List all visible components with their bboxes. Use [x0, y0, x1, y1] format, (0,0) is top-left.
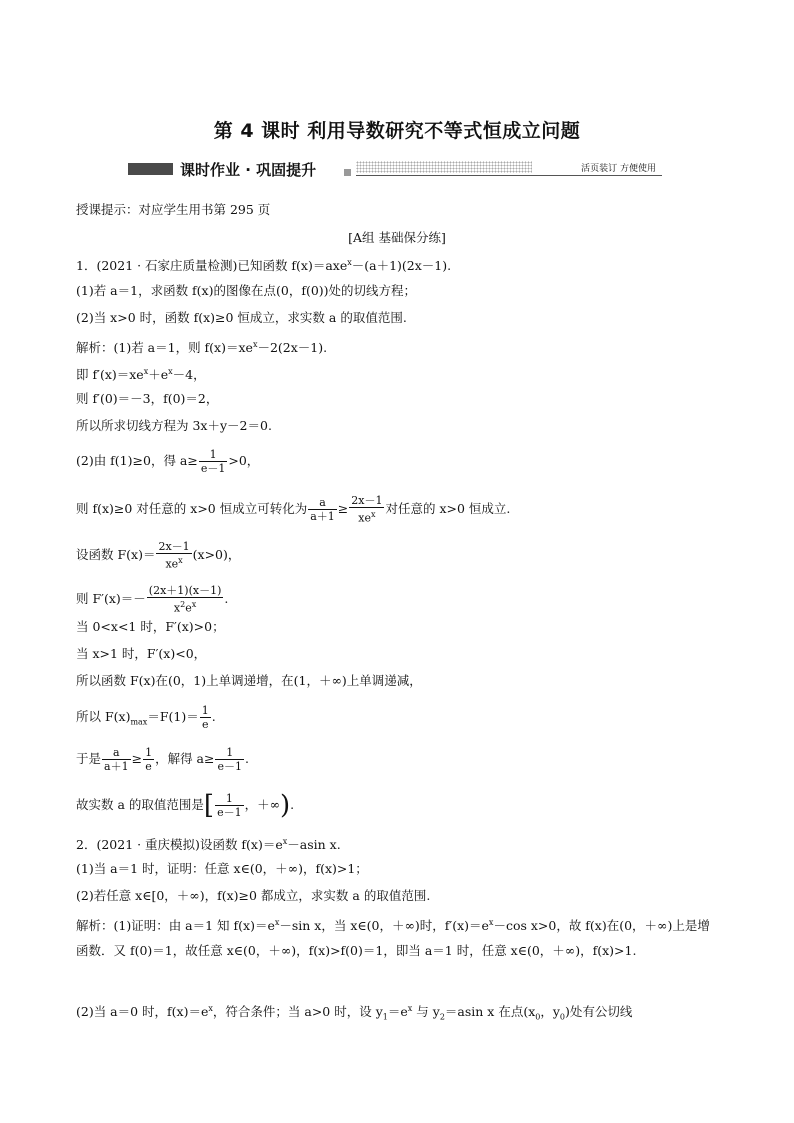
- fraction: $\frac{1}{e-1}$: [217, 792, 242, 819]
- teaching-hint: 授课提示：对应学生用书第 295 页: [76, 202, 271, 217]
- page-title: 第 4 课时 利用导数研究不等式恒成立问题: [213, 120, 581, 142]
- group-heading: [A组 基础保分练]: [348, 230, 446, 245]
- problem-1-stem: 1．(2021 · 石家庄质量检测)已知函数 f(x)＝axe$^x$－(a＋1)(2x－1).: [76, 258, 452, 274]
- fraction: $\frac{a}{a+1}$: [104, 746, 129, 773]
- solution-line: (2)当 a＝0 时，$f(x)=e^x$，符合条件；当 a>0 时，设 $y_1=e^x$ 与 $y_2=asin$ x 在点($x_0$，$y_0$)处有公切线: [76, 1004, 633, 1022]
- solution-line: 即 $f'(x)=xe^x+e^x-4$，: [76, 367, 206, 383]
- solution-line: 所以所求切线方程为 3x＋y－2＝0.: [76, 418, 272, 433]
- solution-line: 所以 $F(x)_{max}=F(1)=$ $\frac{1}{e}$ .: [76, 704, 216, 731]
- fraction: $\frac{2x-1}{xe^x}$: [351, 494, 383, 525]
- banner-dot-pattern: [356, 161, 532, 173]
- solution-line: 解析：(1)若 a＝1，则 $f(x)=xe^x-2(2x-1)$.: [76, 340, 328, 356]
- banner-rule: [356, 175, 662, 176]
- solution-line: 当 x>1 时，F′(x)<0，: [76, 646, 207, 661]
- solution-line: (2)由 f(1)≥0，得 a≥ $\frac{1}{e-1}$ >0，: [76, 448, 260, 475]
- solution-line: 设函数 F(x)＝ $\frac{2x-1}{xe^x}$ (x>0)，: [76, 540, 241, 571]
- solution-line: 则 F′(x)＝－ $\frac{(2x+1)(x-1)}{x^2e^x}$ .: [76, 584, 229, 615]
- solution-line: 则 f′(0)＝－3，f(0)＝2，: [76, 391, 219, 406]
- solution-paragraph: 解析：(1)证明：由 a＝1 知 $f(x)=e^x-\sin$ x，当 x∈(0，＋∞)时，$f'(x)=e^x-\cos$ x>0，故 f(x)在(0，＋∞)上是增函数．又 f(0)＝1，故任意 x∈(0，＋∞)，f(x)>f(0)＝1，即当 a＝1 时，任意 x∈(0，＋∞)，f(x)>1.: [76, 918, 710, 959]
- problem-2-stem: 2．(2021 · 重庆模拟)设函数 $f(x)=e^x-asin$ x.: [76, 837, 341, 853]
- fraction: $\frac{a}{a+1}$: [310, 495, 335, 523]
- problem-2-question-2: (2)若任意 x∈[0，＋∞)，f(x)≥0 都成立，求实数 a 的取值范围.: [76, 888, 431, 903]
- solution-line: 则 f(x)≥0 对任意的 x>0 恒成立可转化为 $\frac{a}{a+1}$ ≥ $\frac{2x-1}{xe^x}$ 对任意的 x>0 恒成立.: [76, 494, 511, 525]
- problem-1-question-2: (2)当 x>0 时，函数 f(x)≥0 恒成立，求实数 a 的取值范围.: [76, 310, 407, 325]
- solution-line: 故实数 a 的取值范围是[ $\frac{1}{e-1}$ ，＋∞).: [76, 790, 295, 821]
- banner-block: [128, 163, 173, 175]
- problem-1-question-1: (1)若 a＝1，求函数 f(x)的图像在点(0，f(0))处的切线方程；: [76, 283, 417, 298]
- fraction: $\frac{2x-1}{xe^x}$: [158, 540, 190, 571]
- solution-line: 当 0<x<1 时，F′(x)>0；: [76, 619, 225, 634]
- fraction: $\frac{1}{e-1}$: [200, 448, 226, 475]
- fraction: $\frac{1}{e}$: [201, 704, 209, 731]
- fraction: $\frac{(2x+1)(x-1)}{x^2e^x}$: [148, 584, 222, 615]
- fraction: $\frac{1}{e-1}$: [217, 746, 242, 773]
- problem-2-question-1: (1)当 a＝1 时，证明：任意 x∈(0，＋∞)，f(x)>1；: [76, 861, 368, 876]
- solution-line: 所以函数 F(x)在(0，1)上单调递增，在(1，＋∞)上单调递减，: [76, 673, 422, 688]
- solution-line: 于是 $\frac{a}{a+1}$ ≥ $\frac{1}{e}$ ，解得 a≥ $\frac{1}{e-1}$ .: [76, 746, 249, 773]
- section-banner: [128, 158, 662, 184]
- fraction: $\frac{1}{e}$: [145, 746, 153, 773]
- banner-square-icon: [344, 169, 351, 176]
- banner-label: 课时作业 · 巩固提升: [180, 161, 317, 179]
- banner-note: 活页装订 方便使用: [581, 164, 656, 174]
